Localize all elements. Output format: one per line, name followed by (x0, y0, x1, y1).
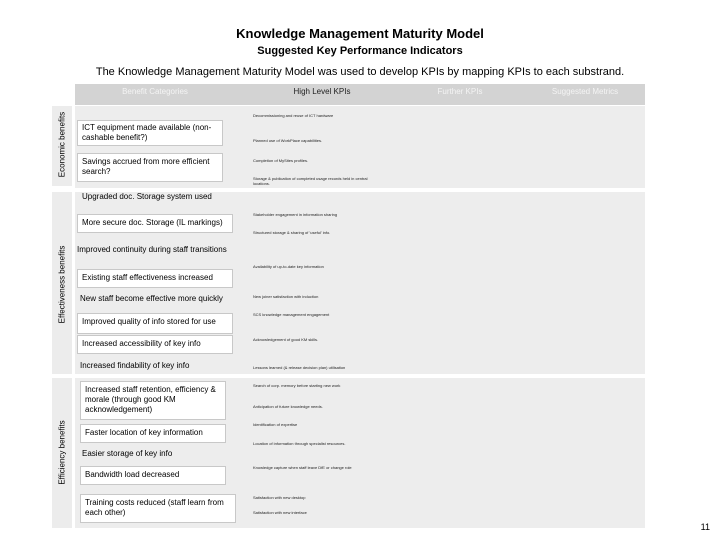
kpi-item: New joiner satisfaction with induction (253, 294, 319, 299)
side-label-economic: Economic benefits (57, 111, 67, 178)
kpi-item: Structured storage & sharing of 'useful' info. (253, 230, 331, 235)
side-label-efficiency: Efficiency benefits (57, 420, 67, 485)
kpi-item: Stakeholder engagement in information sharing (253, 212, 338, 217)
kpi-item: Acknowledgement of good KM skills. (253, 337, 319, 342)
kpi-item: Satisfaction with new interface (253, 510, 307, 515)
kpi-item: Location of information through specialist resources. (253, 441, 346, 446)
benefit-item: Increased findability of key info (80, 361, 190, 370)
kpi-item: Lessons learned (& release decision plan) utilisation (253, 365, 346, 370)
benefit-item: Faster location of key information (80, 424, 226, 443)
side-label-effectiveness: Effectiveness benefits (57, 245, 67, 324)
benefit-item: New staff become effective more quickly (80, 294, 223, 303)
benefit-item: Improved quality of info stored for use (77, 313, 233, 334)
kpi-item: Decommissioning and reuse of ICT hardware (253, 113, 334, 118)
kpi-item: SCS knowledge management engagement (253, 312, 330, 317)
kpi-item: Identification of expertise (253, 422, 298, 427)
kpi-item: Search of corp. memory before starting new work (253, 383, 341, 388)
benefit-item: More secure doc. Storage (IL markings) (77, 214, 233, 233)
benefit-item: Bandwidth load decreased (80, 466, 226, 485)
kpi-item: Completion of MySites profiles. (253, 158, 309, 163)
page-number: 11 (700, 522, 710, 532)
kpi-item: Planned use of WorkPlace capabilities. (253, 138, 323, 143)
benefit-item: Upgraded doc. Storage system used (82, 192, 212, 201)
kpi-item: Knowledge capture when staff leave DfE or change role (253, 465, 352, 470)
column-header-suggested-metrics: Suggested Metrics (551, 87, 619, 96)
kpi-item: Satisfaction with new desktop (253, 495, 306, 500)
page-title: Knowledge Management Maturity Model (236, 26, 484, 41)
column-header-high-level-kpis: High Level KPIs (293, 87, 351, 96)
benefit-item: Easier storage of key info (82, 449, 173, 458)
benefit-item: Increased accessibility of key info (77, 335, 233, 354)
kpi-item: Anticipation of future knowledge needs. (253, 404, 323, 409)
benefit-item: Training costs reduced (staff learn from each other) (80, 494, 236, 523)
column-header-benefit-categories: Benefit Categories (122, 87, 188, 96)
page-subtitle: Suggested Key Performance Indicators (257, 45, 463, 57)
kpi-item: Availability of up-to-date key information (253, 264, 324, 269)
benefit-item: ICT equipment made available (non-cashable benefit?) (77, 120, 223, 146)
benefit-item: Savings accrued from more efficient search? (77, 153, 223, 182)
column-header-further-kpis: Further KPIs (437, 87, 483, 96)
kpi-item: Storage & publication of completed usage records held in central locations. (253, 176, 368, 186)
intro-text: The Knowledge Management Maturity Model was used to develop KPIs by mapping KPIs to each substrand. (95, 66, 625, 78)
benefit-item: Increased staff retention, efficiency & morale (through good KM acknowledgement) (80, 381, 226, 420)
benefit-item: Existing staff effectiveness increased (77, 269, 233, 288)
benefit-item: Improved continuity during staff transitions (77, 245, 227, 254)
